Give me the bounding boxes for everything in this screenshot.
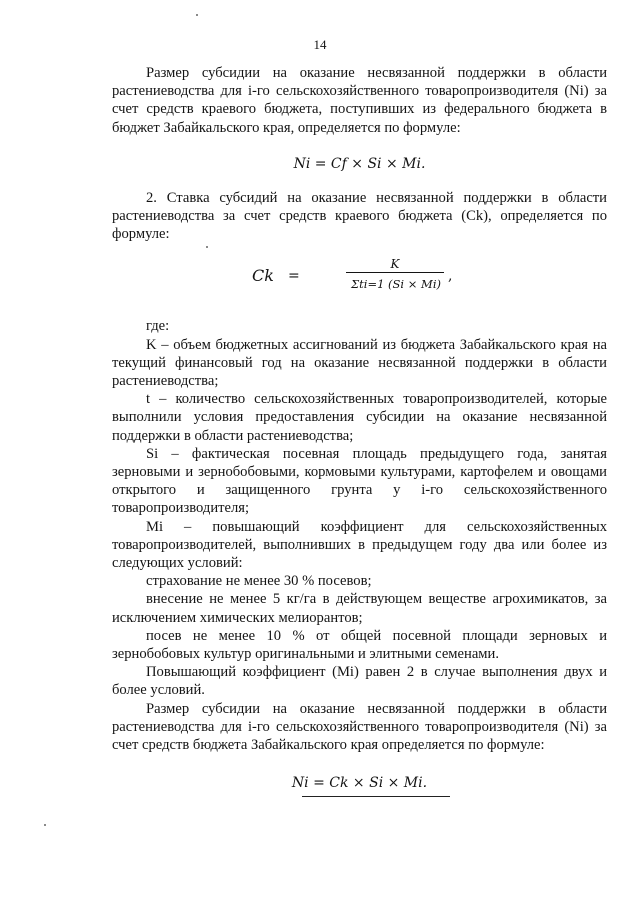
formula-ck-fraction-bar bbox=[346, 272, 444, 273]
page-number: 14 bbox=[313, 37, 327, 52]
condition-insurance: страхование не менее 30 % посевов; bbox=[146, 573, 372, 590]
paragraph-subsidy-regional: Размер субсидии на оказание несвязанной поддержки в области растениеводства для i-го сельскохозяйственного товаропроизводителя (Ni) за счет средств бюджета Забайкальского края определяется по формуле: bbox=[112, 700, 607, 754]
condition-seeds: посев не менее 10 % от общей посевной площади зерновых и зернобобовых культур оригинальными и элитными семенами. bbox=[112, 627, 607, 663]
where-label: где: bbox=[146, 318, 170, 335]
formula-ck-comma: , bbox=[448, 268, 453, 285]
definition-t: t – количество сельскохозяйственных товаропроизводителей, которые выполнили условия предоставления субсидии на оказание несвязанной поддержки в области растениеводства; bbox=[112, 391, 607, 444]
definition-s: Si – фактическая посевная площадь предыдущего года, занятая зерновыми и зернобобовыми, кормовыми культурами, картофелем и овощами открытого и защищенного грунта у i-го сельскохозяйственного товаропроизводителя; bbox=[112, 445, 607, 517]
definition-k: K – объем бюджетных ассигнований из бюджета Забайкальского края на текущий финансовый год на оказание несвязанной поддержки в области растениеводства; bbox=[112, 336, 607, 390]
paragraph-coefficient: Повышающий коэффициент (Mi) равен 2 в случае выполнения двух и более условий. bbox=[112, 664, 607, 699]
formula-ck-lhs: Ck bbox=[252, 266, 274, 286]
formula-ck bbox=[112, 247, 607, 303]
paragraph-subsidy-federal: Размер субсидии на оказание несвязанной поддержки в области растениеводства для i-го сельскохозяйственного товаропроизводителя (Ni) за счет средств краевого бюджета, поступивших из федерального бюджета в бюджет Забайкальского края, определяется по формуле: bbox=[112, 65, 607, 136]
condition-agrochemicals: внесение не менее 5 кг/га в действующем веществе агрохимикатов, за исключением химических мелиорантов; bbox=[112, 591, 607, 626]
formula-ck-fraction bbox=[252, 255, 552, 299]
formula-ck-numerator: K bbox=[390, 257, 400, 272]
paragraph-rate-item-2: 2. Ставка субсидий на оказание несвязанной поддержки в области растениеводства за счет средств краевого бюджета (Ck), определяется по формуле: bbox=[112, 189, 607, 243]
formula-n-federal: Ni = Cf × Si × Mi. bbox=[293, 155, 426, 172]
formula-ck-equals: = bbox=[288, 268, 300, 285]
formula-ck-denominator: Σti=1 (Si × Mi) bbox=[351, 277, 441, 292]
definition-m: Mi – повышающий коэффициент для сельскохозяйственных товаропроизводителей, выполнивших в предыдущем году два или более из следующих условий: bbox=[112, 518, 607, 572]
scan-speck bbox=[206, 246, 208, 248]
formula-n-regional: Ni = Ck × Si × Mi. bbox=[291, 775, 428, 792]
end-rule bbox=[302, 796, 450, 797]
scan-speck bbox=[44, 824, 46, 826]
scan-speck bbox=[196, 14, 198, 16]
document-body bbox=[112, 64, 607, 796]
